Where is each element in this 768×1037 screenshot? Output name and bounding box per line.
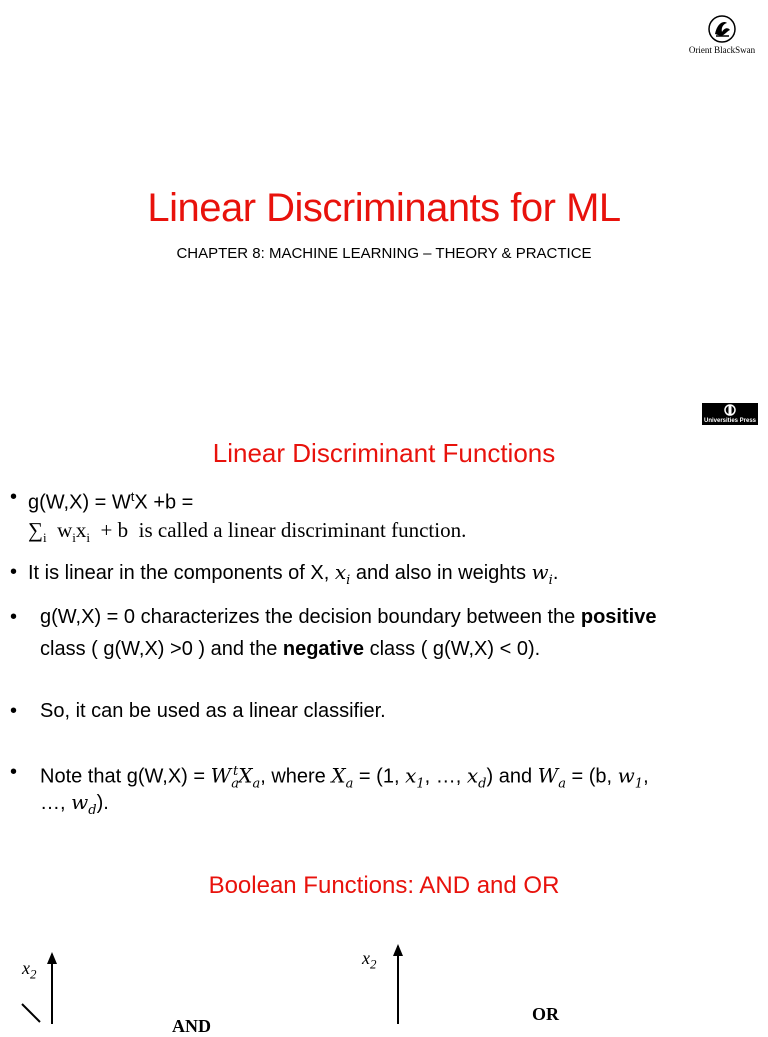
linear-discriminant-slide: Universities Press Linear Discriminant Functions • $g(W,X) = W^tX +b$ = $\sum_i$ $w_ix_i + b$ is called a linear discriminant function. • It is linear in the components of X, $x_i$ and also in weights $w_i$. • g(W,X) = 0 characterizes the decision boundary between the positive class ( g(W,X) >0 ) and the negative class ( g(W,X) < 0). • So, it can be used as a linear classifier. • Note that $g(W,X) = W_a^tX_a$, where $X_a = (1$, $x_1$, …, $x_d$) and $W_a = (b$, $w_1$, …, $w_d$). (0, 400, 768, 830)
bullet-dot: • (10, 486, 18, 508)
swan-icon (707, 14, 737, 44)
bullet-dot: • (10, 606, 18, 628)
bullet-dot: • (10, 761, 18, 783)
publisher-name: Universities Press (703, 418, 757, 424)
publisher-name: Orient BlackSwan (688, 45, 756, 55)
slide-subtitle: CHAPTER 8: MACHINE LEARNING – THEORY & PRACTICE (176, 245, 592, 262)
left-axis-label: $x_2$ (22, 958, 37, 982)
and-label: AND (172, 1016, 211, 1036)
bullet-dot: • (10, 561, 18, 583)
boolean-functions-slide (0, 830, 768, 1036)
orient-blackswan-logo (684, 14, 760, 55)
bullet-1-line-1: $g(W,X) = W^tX +b$ = (28, 489, 194, 514)
universities-press-logo (702, 403, 758, 425)
or-label: OR (532, 1004, 559, 1024)
slide-title: Linear Discriminant Functions (212, 438, 556, 468)
left-decision-line (22, 1004, 40, 1022)
slide-title: Linear Discriminants for ML (147, 186, 621, 230)
title-slide (0, 0, 768, 400)
right-axis-arrow (393, 944, 403, 956)
left-axis-arrow (47, 952, 57, 964)
bullet-dot: • (10, 700, 18, 722)
up-icon (702, 403, 758, 419)
slide-title: Boolean Functions: AND and OR (208, 872, 560, 899)
right-axis-label: $x_2$ (362, 948, 377, 972)
